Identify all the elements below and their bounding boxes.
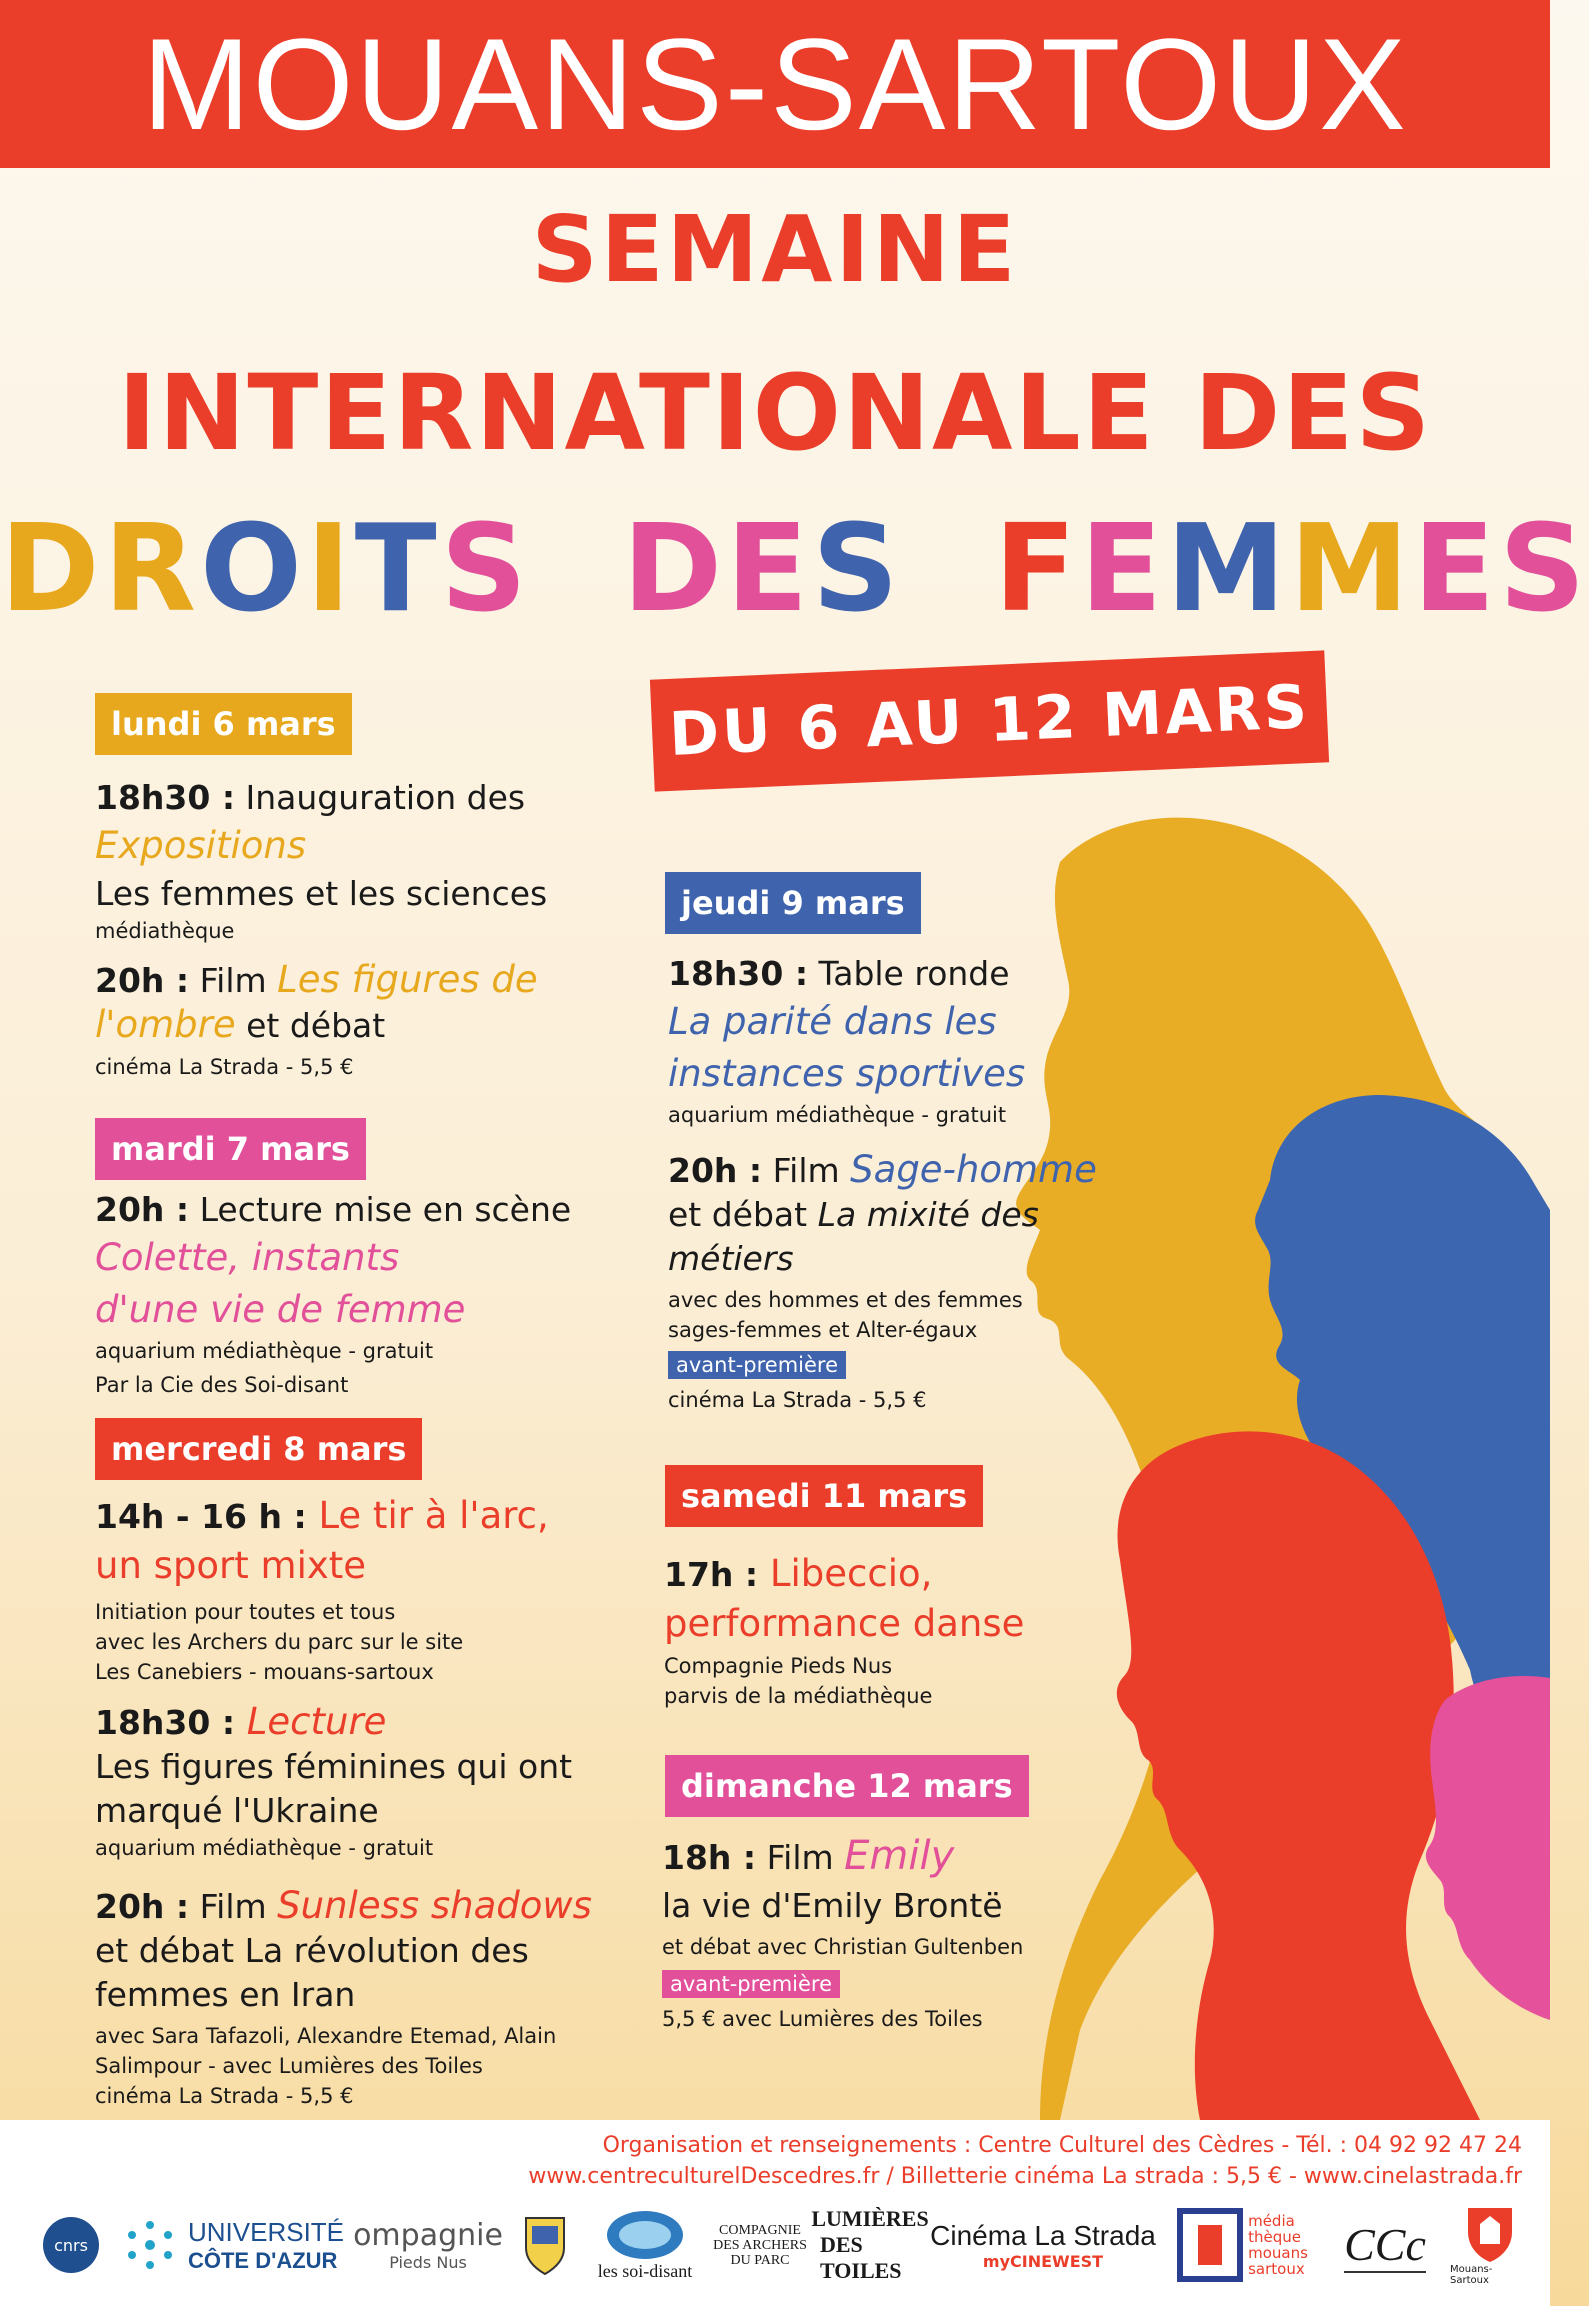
pieds-nus-logo (353, 2190, 503, 2300)
event-place: cinéma La Strada - 5,5 € (95, 1055, 354, 1079)
media-text-2: thèque (1248, 2228, 1301, 2246)
uca-dots-icon (120, 2215, 180, 2275)
pieds-text-1: ompagnie (353, 2218, 503, 2253)
event-desc-1: Initiation pour toutes et tous (95, 1600, 396, 1624)
day-label-thursday: jeudi 9 mars (665, 872, 921, 934)
event-title-cont: d'une vie de femme (95, 1288, 466, 1331)
lumieres-text-1: LUMIÈRES (811, 2206, 929, 2231)
title-letter: D (0, 500, 104, 639)
crest-logo (515, 2190, 575, 2300)
event-place: parvis de la médiathèque (664, 1684, 933, 1708)
cnrs-logo (36, 2190, 106, 2300)
ville-text: Mouans-Sartoux (1450, 2264, 1493, 2286)
day-label-saturday: samedi 11 mars (665, 1465, 983, 1527)
event-title: Emily (844, 1833, 955, 1879)
mediatheque-logo (1168, 2190, 1318, 2300)
avant-premiere-badge: avant-première (662, 1970, 840, 1998)
event-desc-3: Les Canebiers - mouans-sartoux (95, 1660, 434, 1684)
title-letter: S (1498, 500, 1589, 639)
ccc-logo (1330, 2190, 1440, 2300)
event-place: cinéma La Strada - 5,5 € (668, 1388, 927, 1412)
event-place: médiathèque (95, 919, 235, 943)
event-wednesday-1 (95, 1490, 549, 1687)
event-wednesday-3 (95, 1884, 592, 2111)
title-letter: S (440, 500, 531, 639)
event-type: Film (189, 961, 278, 1000)
media-text-4: sartoux (1248, 2260, 1305, 2278)
event-guests-1: avec Sara Tafazoli, Alexandre Etemad, Alain (95, 2024, 557, 2048)
event-title: Le tir à l'arc, (306, 1494, 549, 1537)
event-place: cinéma La Strada - 5,5 € (95, 2084, 354, 2108)
media-text-3: mouans (1248, 2244, 1308, 2262)
soi-text: les soi-disant (597, 2261, 693, 2281)
title-line-1: SEMAINE (531, 196, 1019, 303)
day-wednesday (95, 1418, 422, 1480)
event-title: Lecture (235, 1700, 387, 1743)
event-title-cont: l'ombre (95, 1003, 236, 1046)
event-time: 20h : (95, 961, 190, 1000)
event-title: Sage-homme (850, 1148, 1097, 1191)
event-time: 20h : (95, 1190, 190, 1229)
event-time: 18h : (662, 1838, 757, 1877)
event-subtitle: Les femmes et les sciences (95, 874, 548, 913)
footer-info (528, 2130, 1522, 2192)
event-desc: et débat La révolution des (95, 1931, 529, 1970)
lumieres-text-2: DES TOILES (820, 2232, 902, 2283)
day-tuesday (95, 1118, 366, 1180)
event-desc-2: sages-femmes et Alter-égaux (668, 1318, 978, 1342)
lumieres-logo (811, 2190, 929, 2300)
event-place: aquarium médiathèque - gratuit (95, 1339, 434, 1363)
title-line-3 (0, 500, 1589, 639)
archers-text-3: DU PARC (730, 2252, 790, 2268)
event-type: Film (762, 1151, 851, 1190)
event-wednesday-2 (95, 1700, 572, 1863)
event-type: Inauguration des (235, 778, 526, 817)
header-bar (0, 0, 1550, 168)
event-desc-cont: femmes en Iran (95, 1975, 356, 2014)
strada-text-2: myCINEWEST (982, 2251, 1104, 2271)
event-guests-2: Salimpour - avec Lumières des Toiles (95, 2054, 483, 2078)
event-time: 18h30 : (668, 954, 809, 993)
archers-text-1: COMPAGNIE (719, 2222, 801, 2238)
event-desc-2: avec les Archers du parc sur le site (95, 1630, 464, 1654)
event-company: Compagnie Pieds Nus (664, 1654, 893, 1678)
title-letter: M (1166, 500, 1290, 639)
event-sunday-1 (662, 1830, 1023, 2034)
event-time: 14h - 16 h : (95, 1497, 307, 1536)
cinema-strada-logo (928, 2190, 1158, 2300)
event-time: 20h : (95, 1887, 190, 1926)
day-monday (95, 693, 352, 755)
event-desc-cont: marqué l'Ukraine (95, 1791, 379, 1830)
event-title: Sunless shadows (277, 1884, 592, 1927)
soi-disant-logo (590, 2190, 700, 2300)
day-thursday (665, 872, 921, 934)
event-subtitle: la vie d'Emily Brontë (662, 1886, 1003, 1925)
strada-text-1: Cinéma La Strada (930, 2219, 1156, 2251)
event-title: Les figures de (277, 958, 538, 1001)
event-time: 17h : (664, 1555, 759, 1594)
title-letter: E (1080, 500, 1167, 639)
day-label-wednesday: mercredi 8 mars (95, 1418, 422, 1480)
partner-logos (0, 2190, 1550, 2300)
day-sunday (665, 1755, 1029, 1817)
event-time: 18h30 : (95, 1703, 236, 1742)
media-text-1: média (1248, 2212, 1295, 2230)
event-place: aquarium médiathèque - gratuit (668, 1103, 1007, 1127)
event-thursday-1 (668, 952, 1025, 1130)
cnrs-text: cnrs (54, 2236, 88, 2255)
title-letter: D (622, 500, 727, 639)
uca-text-2: CÔTE D'AZUR (187, 2247, 338, 2273)
event-title: Libeccio, (758, 1552, 933, 1595)
town-title: MOUANS-SARTOUX (142, 11, 1408, 157)
event-place: aquarium médiathèque - gratuit (95, 1836, 434, 1860)
title-letter: R (103, 500, 201, 639)
title-letter: O (200, 500, 307, 639)
day-label-sunday: dimanche 12 mars (665, 1755, 1029, 1817)
footer-line-2: www.centreculturelDescedres.fr / Billetterie cinéma La strada : 5,5 € - www.cinelastrada.fr (528, 2164, 1522, 2189)
title-letter: S (812, 500, 903, 639)
footer-line-1: Organisation et renseignements : Centre Culturel des Cèdres - Tél. : 04 92 92 47 24 (602, 2133, 1522, 2158)
pink-silhouette (1426, 1676, 1550, 2020)
title-letter: F (994, 500, 1081, 639)
event-type: Table ronde (808, 954, 1010, 993)
event-desc: Les figures féminines qui ont (95, 1747, 573, 1786)
pieds-text-2: Pieds Nus (389, 2253, 467, 2272)
event-suffix: et débat (235, 1006, 386, 1045)
event-title: La parité dans les (668, 1000, 997, 1043)
uca-logo (112, 2190, 352, 2300)
day-label-tuesday: mardi 7 mars (95, 1118, 366, 1180)
title-letter: E (1412, 500, 1499, 639)
event-monday-1 (95, 776, 547, 946)
event-debate-title: La mixité des (817, 1195, 1039, 1234)
event-by: Par la Cie des Soi-disant (95, 1373, 349, 1397)
event-time: 18h30 : (95, 778, 236, 817)
avant-premiere-badge: avant-première (668, 1351, 846, 1379)
event-thursday-2 (668, 1148, 1097, 1415)
ccc-text: CCc (1344, 2218, 1426, 2273)
event-debate-title-cont: métiers (668, 1239, 794, 1278)
event-desc-1: avec des hommes et des femmes (668, 1288, 1023, 1312)
uca-text-1: UNIVERSITÉ (187, 2216, 345, 2247)
event-tuesday-1 (95, 1188, 571, 1400)
title-letter: I (306, 500, 355, 639)
event-place: 5,5 € avec Lumières des Toiles (662, 2007, 983, 2031)
title-line-2: INTERNATIONALE DES (117, 352, 1433, 474)
event-monday-2 (95, 958, 538, 1082)
event-title-cont: performance danse (664, 1602, 1025, 1645)
ville-logo (1450, 2190, 1530, 2300)
event-saturday-1 (664, 1548, 1024, 1711)
title-letter: E (726, 500, 813, 639)
title-letter: T (354, 500, 441, 639)
event-type: Lecture mise en scène (189, 1190, 572, 1229)
event-type: Film (189, 1887, 278, 1926)
event-title-cont: un sport mixte (95, 1544, 367, 1587)
day-label-monday: lundi 6 mars (95, 693, 352, 755)
title-letter (531, 500, 623, 639)
title-letter: M (1289, 500, 1413, 639)
event-type: Film (756, 1838, 845, 1877)
event-time: 20h : (668, 1151, 763, 1190)
dates-text: DU 6 AU 12 MARS (667, 672, 1312, 770)
event-debate: et débat (668, 1195, 818, 1234)
day-saturday (665, 1465, 983, 1527)
event-title-cont: instances sportives (668, 1052, 1026, 1095)
event-title: Colette, instants (95, 1236, 400, 1279)
event-debate: et débat avec Christian Gultenben (662, 1935, 1024, 1959)
archers-logo (705, 2190, 815, 2300)
event-title: Expositions (95, 824, 307, 867)
title-letter (903, 500, 995, 639)
archers-text-2: DES ARCHERS (713, 2237, 807, 2253)
